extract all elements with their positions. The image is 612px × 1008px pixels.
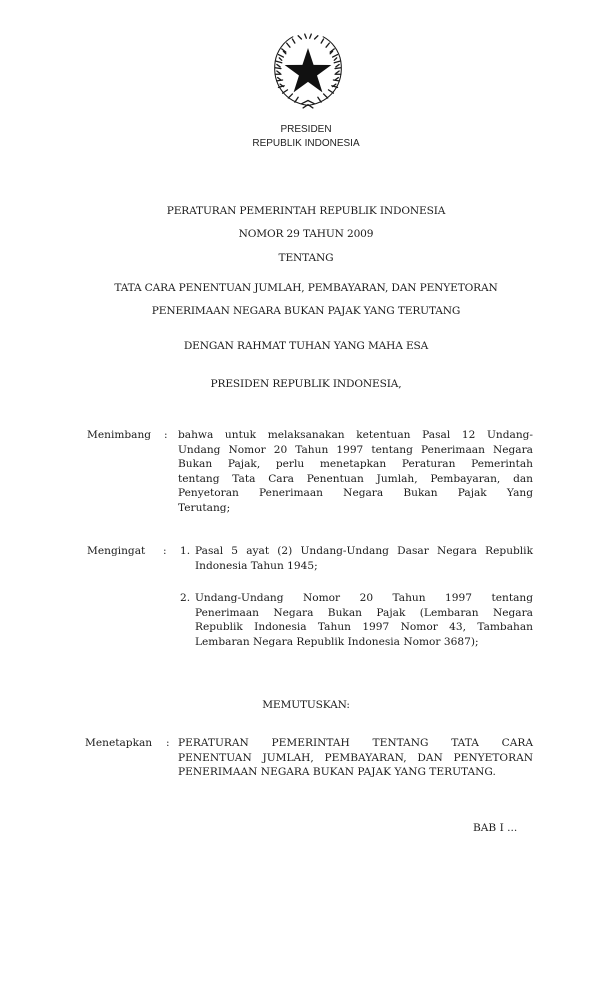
menetapkan-text — [178, 736, 533, 780]
mengingat-item-number: 1. — [180, 545, 191, 557]
menimbang-line: Penyetoran Penerimaan Negara Bukan Pajak Yang — [178, 487, 533, 500]
header-caption-presiden: PRESIDEN — [280, 124, 332, 135]
mengingat-item-line: Republik Indonesia Tahun 1997 Nomor 43, Tambahan — [195, 621, 533, 634]
regulation-title: PERATURAN PEMERINTAH REPUBLIK INDONESIA — [166, 205, 446, 217]
menimbang-line: Undang Nomor 20 Tahun 1997 tentang Penerimaan Negara — [178, 443, 533, 456]
mengingat-item-line: Pasal 5 ayat (2) Undang-Undang Dasar Negara Republik — [195, 545, 533, 557]
menimbang-label: Menimbang — [87, 429, 152, 441]
menimbang-line: tentang Tata Cara Penentuan Jumlah, Pembayaran, dan — [178, 472, 533, 485]
menetapkan-colon: : — [166, 737, 170, 749]
mengingat-item-line: Lembaran Negara Republik Indonesia Nomor 3687); — [195, 635, 479, 648]
menetapkan-line: PENERIMAAN NEGARA BUKAN PAJAK YANG TERUTANG. — [178, 766, 496, 779]
menimbang-text — [178, 428, 533, 516]
page-continuation-marker: BAB I ... — [473, 822, 518, 834]
menimbang-colon: : — [164, 429, 168, 441]
issuer-line: PRESIDEN REPUBLIK INDONESIA, — [210, 378, 402, 390]
mengingat-item-1 — [195, 544, 533, 573]
header-caption-republik: REPUBLIK INDONESIA — [252, 138, 360, 149]
menetapkan-line: PERATURAN PEMERINTAH TENTANG TATA CARA — [178, 737, 533, 749]
mengingat-item-line: Undang-Undang Nomor 20 Tahun 1997 tentang — [195, 592, 533, 604]
garuda-star-emblem-icon — [267, 30, 349, 112]
mengingat-item-2 — [195, 591, 533, 649]
mengingat-item-line: Penerimaan Negara Bukan Pajak (Lembaran Negara — [195, 606, 533, 619]
regulation-number: NOMOR 29 TAHUN 2009 — [238, 228, 374, 240]
menimbang-line: bahwa untuk melaksanakan ketentuan Pasal 12 Undang- — [178, 429, 533, 441]
regulation-subject-line-1: TATA CARA PENENTUAN JUMLAH, PEMBAYARAN, DAN PENYETORAN — [114, 282, 498, 294]
memutuskan-heading: MEMUTUSKAN: — [262, 699, 350, 711]
regulation-subject-line-2: PENERIMAAN NEGARA BUKAN PAJAK YANG TERUTANG — [151, 305, 461, 317]
mengingat-colon: : — [163, 545, 167, 557]
mengingat-item-line: Indonesia Tahun 1945; — [195, 559, 318, 572]
menetapkan-label: Menetapkan — [85, 737, 153, 749]
invocation: DENGAN RAHMAT TUHAN YANG MAHA ESA — [183, 340, 429, 352]
menetapkan-line: PENENTUAN JUMLAH, PEMBAYARAN, DAN PENYETORAN — [178, 751, 533, 764]
mengingat-label: Mengingat — [87, 545, 146, 557]
mengingat-item-number: 2. — [180, 592, 191, 604]
menimbang-line: Bukan Pajak, perlu menetapkan Peraturan Pemerintah — [178, 458, 533, 471]
tentang-heading: TENTANG — [278, 252, 334, 264]
menimbang-line: Terutang; — [178, 501, 231, 514]
